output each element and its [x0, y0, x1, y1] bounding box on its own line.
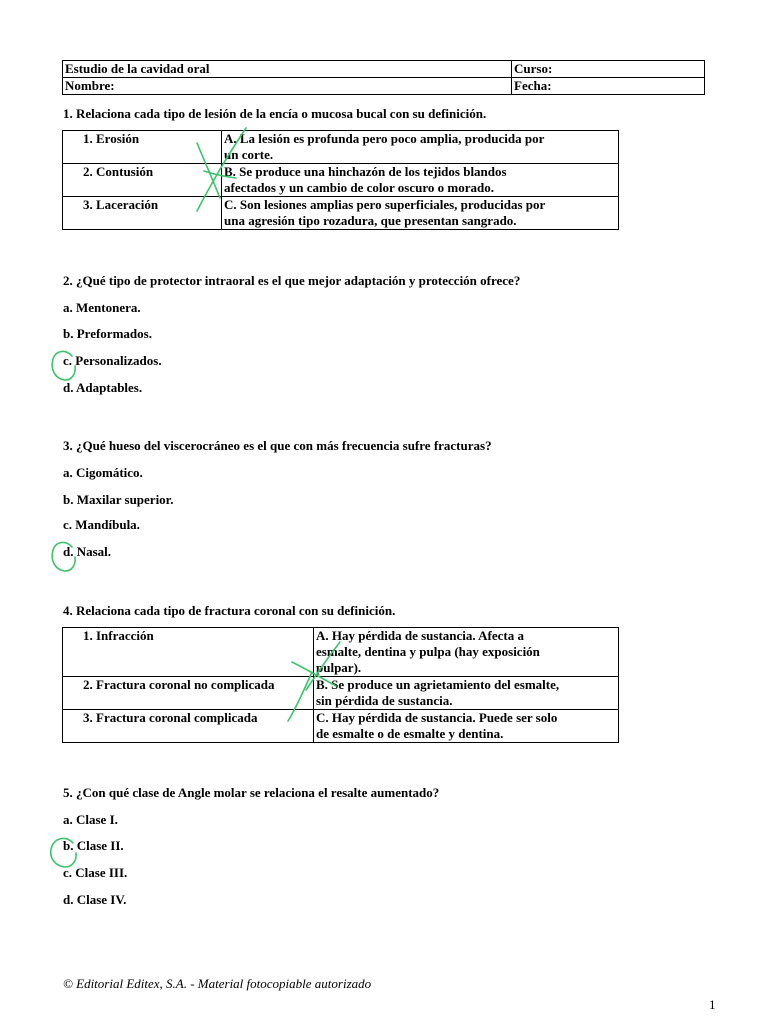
name-label: Nombre: — [63, 78, 512, 95]
question-3: 3. ¿Qué hueso del viscerocráneo es el que con más frecuencia sufre fracturas? — [63, 438, 492, 453]
definition-line: un corte. — [224, 147, 274, 162]
doc-title: Estudio de la cavidad oral — [63, 61, 512, 78]
definition-line: B. Se produce una hinchazón de los tejidos blandos — [224, 164, 507, 179]
option-d: d. Clase IV. — [63, 892, 127, 907]
definition-cell — [222, 164, 619, 197]
term-cell: 2. Contusión — [63, 164, 222, 197]
definition-line: una agresión tipo rozadura, que presentan sangrado. — [224, 213, 517, 228]
definition-line: C. Hay pérdida de sustancia. Puede ser solo — [316, 710, 558, 725]
copyright-footer: © Editorial Editex, S.A. - Material fotocopiable autorizado — [63, 976, 372, 991]
option-d: d. Nasal. — [63, 544, 112, 559]
definition-cell — [314, 677, 619, 710]
definition-line: esmalte, dentina y pulpa (hay exposición — [316, 644, 540, 659]
option-b: b. Preformados. — [63, 326, 152, 341]
term-cell: 3. Fractura coronal complicada — [63, 710, 314, 743]
table-row — [63, 164, 619, 197]
question-4-table — [62, 627, 619, 743]
table-row — [63, 677, 619, 710]
question-2: 2. ¿Qué tipo de protector intraoral es el que mejor adaptación y protección ofrece? — [63, 273, 521, 288]
definition-line: sin pérdida de sustancia. — [316, 693, 453, 708]
definition-line: de esmalte o de esmalte y dentina. — [316, 726, 504, 741]
option-b: b. Maxilar superior. — [63, 492, 174, 507]
term-cell: 1. Infracción — [63, 628, 314, 677]
term-cell: 3. Laceración — [63, 197, 222, 230]
definition-line: A. Hay pérdida de sustancia. Afecta a — [316, 628, 524, 643]
definition-cell — [314, 710, 619, 743]
option-b: b. Clase II. — [63, 838, 124, 853]
option-d: d. Adaptables. — [63, 380, 143, 395]
term-cell: 2. Fractura coronal no complicada — [63, 677, 314, 710]
table-row — [63, 628, 619, 677]
page-number: 1 — [709, 997, 716, 1012]
question-5: 5. ¿Con qué clase de Angle molar se relaciona el resalte aumentado? — [63, 785, 440, 800]
definition-cell — [314, 628, 619, 677]
date-label: Fecha: — [512, 78, 705, 95]
option-a: a. Cigomático. — [63, 465, 143, 480]
option-a: a. Clase I. — [63, 812, 118, 827]
table-row — [63, 197, 619, 230]
definition-line: B. Se produce un agrietamiento del esmalte, — [316, 677, 560, 692]
option-c: c. Clase III. — [63, 865, 128, 880]
definition-line: A. La lesión es profunda pero poco amplia, producida por — [224, 131, 545, 146]
table-row — [63, 131, 619, 164]
option-c: c. Mandíbula. — [63, 517, 140, 532]
definition-line: pulpar). — [316, 660, 362, 675]
option-a: a. Mentonera. — [63, 300, 141, 315]
option-c: c. Personalizados. — [63, 353, 162, 368]
question-1-table — [62, 130, 619, 230]
definition-cell — [222, 131, 619, 164]
question-1: 1. Relaciona cada tipo de lesión de la encía o mucosa bucal con su definición. — [63, 106, 487, 121]
question-4: 4. Relaciona cada tipo de fractura coronal con su definición. — [63, 603, 396, 618]
table-row — [63, 710, 619, 743]
course-label: Curso: — [512, 61, 705, 78]
header-table — [62, 60, 705, 95]
term-cell: 1. Erosión — [63, 131, 222, 164]
definition-line: afectados y un cambio de color oscuro o morado. — [224, 180, 494, 195]
definition-line: C. Son lesiones amplias pero superficiales, producidas por — [224, 197, 546, 212]
definition-cell — [222, 197, 619, 230]
